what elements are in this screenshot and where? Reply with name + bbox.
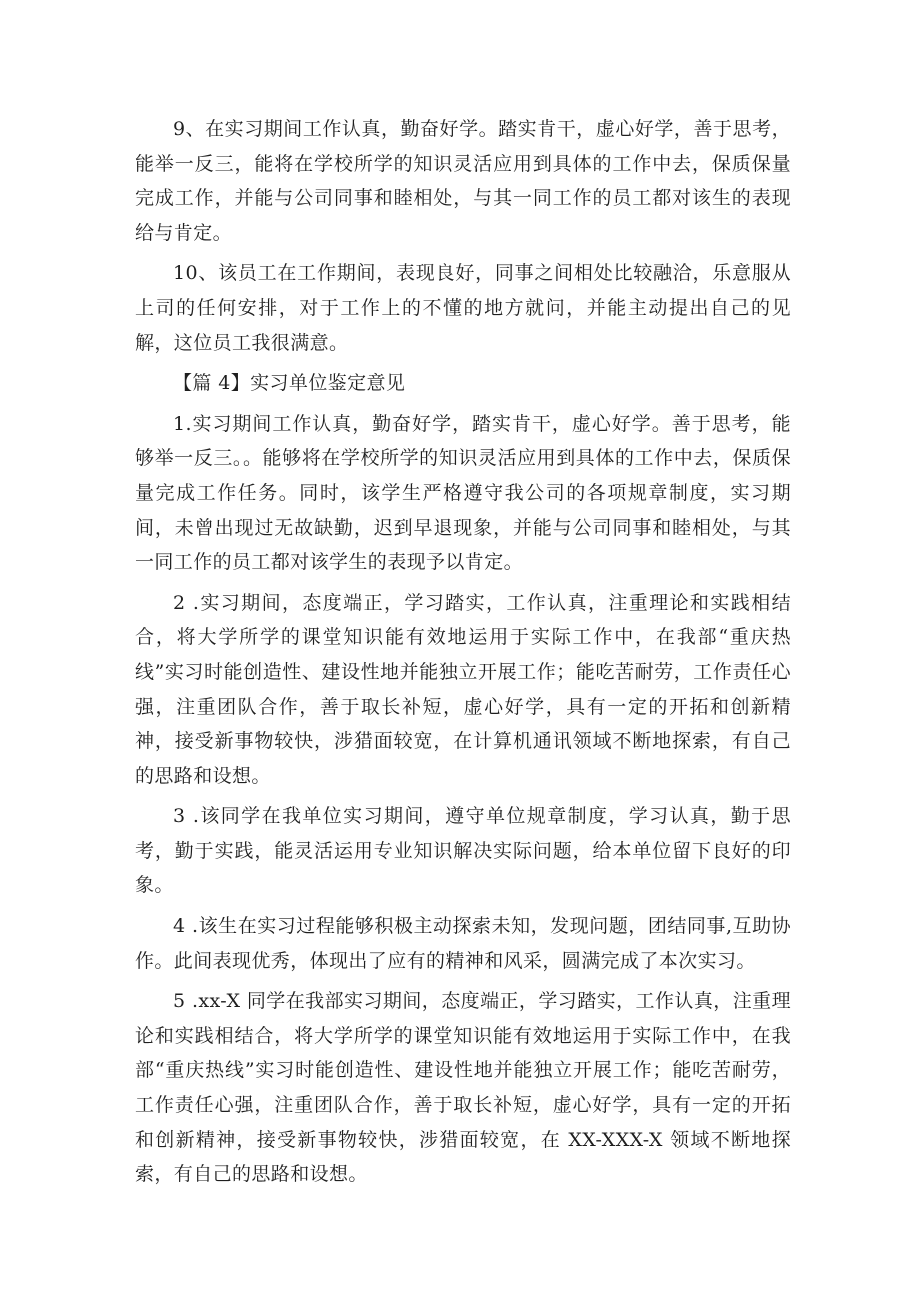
document-body (135, 112, 791, 1198)
section-paragraph-3: 3 .该同学在我单位实习期间，遵守单位规章制度，学习认真，勤于思考，勤于实践，能灵活运用专业知识解决实际问题，给本单位留下良好的印象。 (135, 805, 791, 897)
paragraph-10: 10、该员工在工作期间，表现良好，同事之间相处比较融洽，乐意服从上司的任何安排，对于工作上的不懂的地方就问，并能主动提出自己的见解，这位员工我很满意。 (135, 262, 791, 354)
section-paragraph-5: 5 .xx-X 同学在我部实习期间，态度端正，学习踏实，工作认真，注重理论和实践相结合，将大学所学的课堂知识能有效地运用于实际工作中，在我部“重庆热线”实习时能创造性、建设性地并能独立开展工作；能吃苦耐劳，工作责任心强，注重团队合作，善于取长补短，虚心好学，具有一定的开拓和创新精神，接受新事物较快，涉猎面较宽，在 XX-XXX-X 领域不断地探索，有自己的思路和设想。 (135, 990, 791, 1186)
section-heading: 【篇 4】实习单位鉴定意见 (173, 372, 406, 395)
section-paragraph-4: 4 .该生在实习过程能够积极主动探索未知，发现问题，团结同事,互助协作。此间表现优秀，体现出了应有的精神和风采，圆满完成了本次实习。 (135, 915, 791, 972)
section-paragraph-2: 2 .实习期间，态度端正，学习踏实，工作认真，注重理论和实践相结合，将大学所学的课堂知识能有效地运用于实际工作中，在我部“重庆热线”实习时能创造性、建设性地并能独立开展工作；能吃苦耐劳，工作责任心强，注重团队合作，善于取长补短，虚心好学，具有一定的开拓和创新精神，接受新事物较快，涉猎面较宽，在计算机通讯领域不断地探索，有自己的思路和设想。 (135, 591, 791, 787)
paragraph-9: 9、在实习期间工作认真，勤奋好学。踏实肯干，虚心好学，善于思考，能举一反三，能将在学校所学的知识灵活应用到具体的工作中去，保质保量完成工作，并能与公司同事和睦相处，与其一同工作的员工都对该生的表现给与肯定。 (135, 118, 791, 244)
section-paragraph-1: 1.实习期间工作认真，勤奋好学，踏实肯干，虚心好学。善于思考，能够举一反三。。能够将在学校所学的知识灵活应用到具体的工作中去，保质保量完成工作任务。同时，该学生严格遵守我公司的各项规章制度，实习期间，未曾出现过无故缺勤，迟到早退现象，并能与公司同事和睦相处，与其一同工作的员工都对该学生的表现予以肯定。 (135, 412, 791, 574)
